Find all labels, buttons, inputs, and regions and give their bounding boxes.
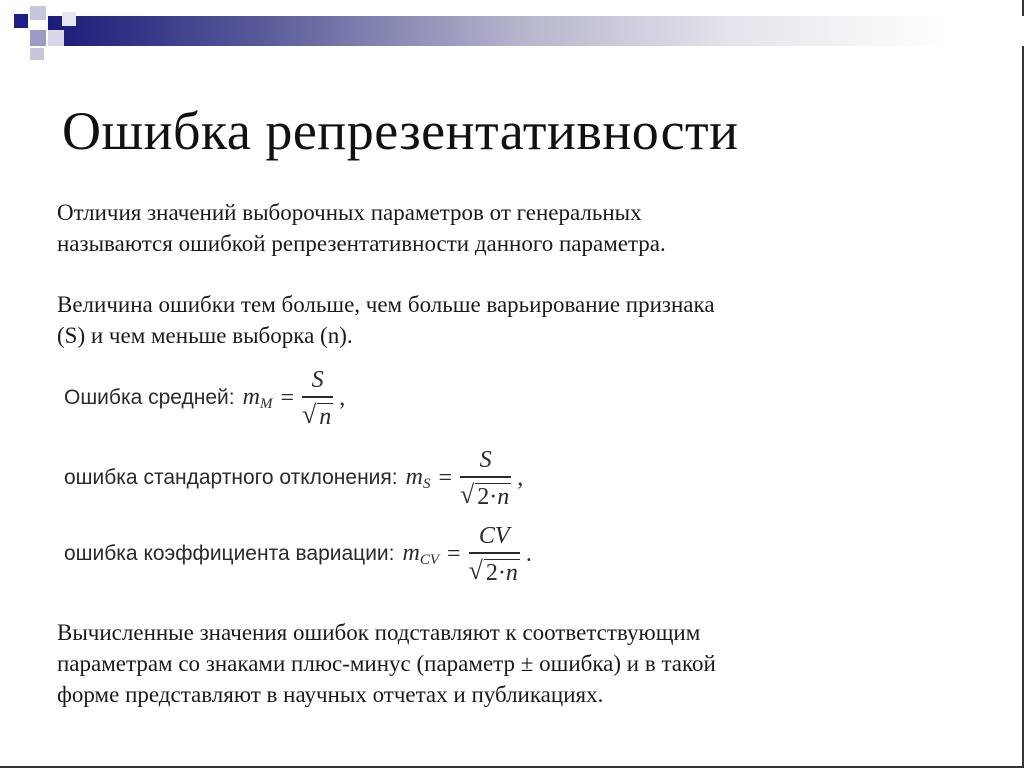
formula-cv-error [64, 522, 532, 586]
punctuation: , [339, 384, 346, 411]
punctuation: , [517, 464, 524, 491]
denominator [460, 478, 511, 510]
decorative-square [62, 12, 76, 26]
numerator: CV [478, 523, 510, 549]
definition-paragraph [57, 197, 957, 259]
formula-variable: $m_S$ [405, 463, 431, 492]
fraction [469, 522, 520, 586]
formula-variable: $m_M$ [242, 383, 273, 412]
formula-sd-error [64, 446, 523, 510]
radicand: 2·n [477, 483, 510, 510]
equals-sign: = [280, 384, 294, 411]
numerator: S [479, 447, 492, 473]
decorative-square [30, 30, 46, 46]
usage-paragraph [57, 617, 957, 710]
text-line: Вычисленные значения ошибок подставляют к соответствующим [57, 620, 701, 645]
equals-sign: = [447, 540, 461, 567]
text-line: параметрам со знаками плюс-минус (параметр ± ошибка) и в такой [57, 651, 716, 676]
sqrt-icon: √ [302, 400, 317, 429]
decorative-gradient-bar [48, 16, 1024, 46]
numerator: S [311, 367, 324, 393]
text-line: Отличия значений выборочных параметров от генеральных [57, 200, 642, 225]
text-line: Величина ошибки тем больше, чем больше варьирование признака [57, 292, 715, 317]
sqrt-icon: √ [468, 556, 483, 585]
decorative-square [48, 30, 64, 46]
decorative-square [30, 48, 44, 60]
sqrt-icon: √ [460, 480, 475, 509]
punctuation: . [525, 540, 532, 567]
text-line: форме представляют в научных отчетах и публикациях. [57, 682, 604, 707]
slide-title: Ошибка репрезентативности [62, 101, 739, 161]
equals-sign: = [438, 464, 452, 491]
formula-variable: $m_{CV}$ [402, 539, 440, 568]
decorative-square [14, 14, 28, 28]
radicand: 2·n [485, 559, 518, 586]
decorative-square [30, 6, 46, 20]
denominator [302, 398, 333, 430]
denominator [469, 554, 520, 586]
formula-label: Ошибка средней: [64, 386, 235, 409]
formula-mean-error [64, 366, 345, 430]
radicand: n [319, 403, 332, 430]
fraction [460, 446, 511, 510]
fraction [302, 366, 333, 430]
magnitude-paragraph [57, 289, 957, 351]
text-line: называются ошибкой репрезентативности данного параметра. [57, 231, 666, 256]
formula-label: ошибка коэффициента вариации: [64, 542, 395, 565]
text-line: (S) и чем меньше выборка (n). [57, 323, 353, 348]
formula-label: ошибка стандартного отклонения: [64, 466, 398, 489]
